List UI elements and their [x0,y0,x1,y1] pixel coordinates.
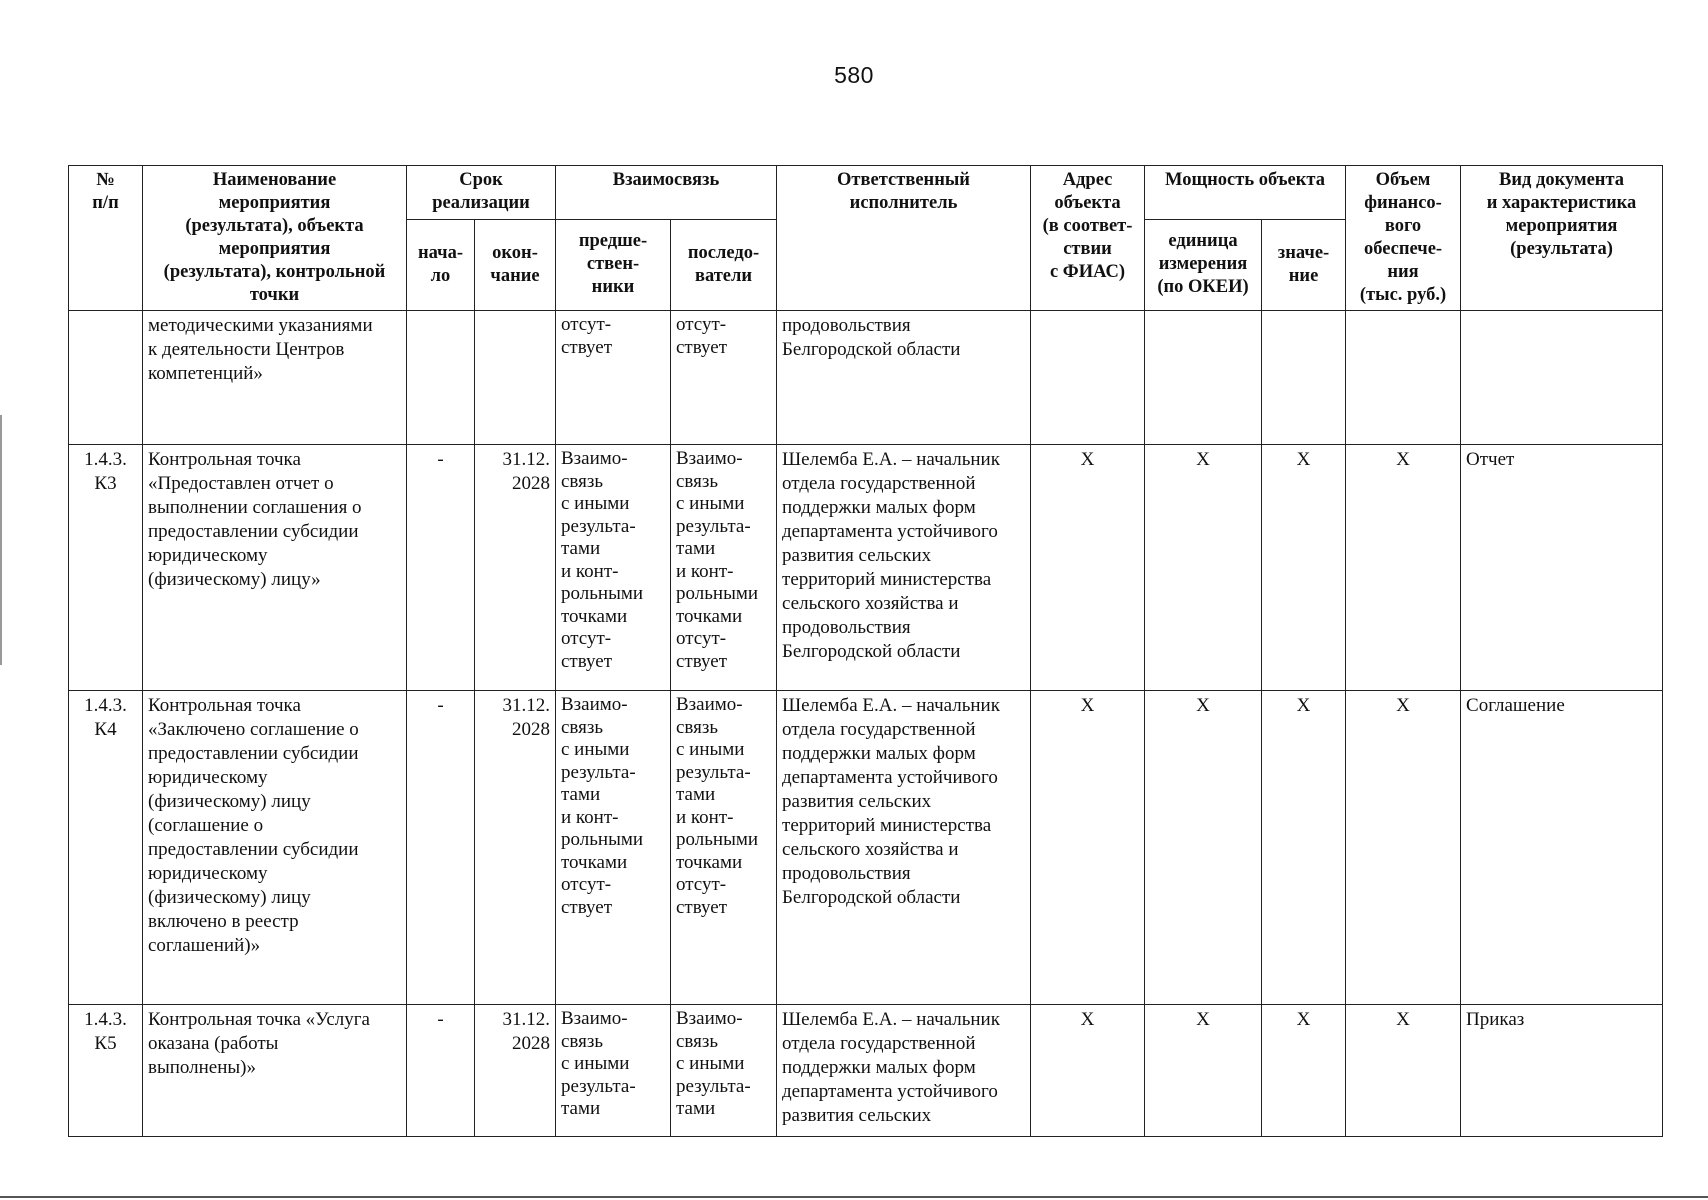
header-doc: Вид документа и характеристика мероприятия (результата) [1461,166,1663,311]
cell-prev: Взаимо- связь с иными результа- тами и конт- рольными точками отсут- ствует [556,445,671,691]
cell-address [1031,311,1145,445]
header-num: № п/п [69,166,143,311]
cell-unit [1145,311,1262,445]
cell-finance: Х [1346,445,1461,691]
cell-start: - [407,691,475,1005]
header-term: Срок реализации [407,166,556,220]
cell-start: - [407,1005,475,1137]
scan-edge-mark [0,415,2,665]
cell-name: Контрольная точка «Заключено соглашение о предоставлении субсидии юридическому (физическому) лицу (соглашение о предоставлении субсидии юридическому (физическому) лицу включено в реестр соглашений)» [143,691,407,1005]
cell-prev: Взаимо- связь с иными результа- тами [556,1005,671,1137]
cell-start [407,311,475,445]
header-capacity-value: значе- ние [1262,219,1346,310]
table-header [69,166,1663,311]
cell-unit: Х [1145,691,1262,1005]
header-name: Наименование мероприятия (результата), объекта мероприятия (результата), контрольной точки [143,166,407,311]
table-row [69,691,1663,1005]
cell-executor: продовольствия Белгородской области [777,311,1031,445]
cell-address: Х [1031,445,1145,691]
cell-next: отсут- ствует [671,311,777,445]
cell-value [1262,311,1346,445]
header-link-prev: предше- ствен- ники [556,219,671,310]
activities-table [68,165,1663,1137]
cell-finance: Х [1346,1005,1461,1137]
cell-executor: Шелемба Е.А. – начальник отдела государственной поддержки малых форм департамента устойчивого развития сельских территорий министерства сельского хозяйства и продовольствия Белгородской области [777,691,1031,1005]
cell-start: - [407,445,475,691]
cell-doc [1461,311,1663,445]
bottom-rule [0,1196,1708,1198]
cell-doc: Приказ [1461,1005,1663,1137]
cell-end: 31.12. 2028 [475,445,556,691]
header-term-start: нача- ло [407,219,475,310]
table-body [69,311,1663,1137]
cell-prev: отсут- ствует [556,311,671,445]
cell-num: 1.4.3. К4 [69,691,143,1005]
header-executor: Ответственный исполнитель [777,166,1031,311]
cell-next: Взаимо- связь с иными результа- тами [671,1005,777,1137]
cell-end: 31.12. 2028 [475,691,556,1005]
cell-end: 31.12. 2028 [475,1005,556,1137]
header-capacity-unit: единица измерения (по ОКЕИ) [1145,219,1262,310]
cell-unit: Х [1145,445,1262,691]
cell-num: 1.4.3. К3 [69,445,143,691]
cell-name: Контрольная точка «Предоставлен отчет о выполнении соглашения о предоставлении субсидии юридическому (физическому) лицу» [143,445,407,691]
cell-doc: Соглашение [1461,691,1663,1005]
cell-next: Взаимо- связь с иными результа- тами и конт- рольными точками отсут- ствует [671,691,777,1005]
cell-end [475,311,556,445]
cell-name: Контрольная точка «Услуга оказана (работы выполнены)» [143,1005,407,1137]
cell-next: Взаимо- связь с иными результа- тами и конт- рольными точками отсут- ствует [671,445,777,691]
page-number: 580 [834,62,874,88]
header-term-end: окон- чание [475,219,556,310]
cell-prev: Взаимо- связь с иными результа- тами и конт- рольными точками отсут- ствует [556,691,671,1005]
cell-value: Х [1262,691,1346,1005]
cell-address: Х [1031,691,1145,1005]
cell-finance [1346,311,1461,445]
cell-doc: Отчет [1461,445,1663,691]
cell-num: 1.4.3. К5 [69,1005,143,1137]
cell-executor: Шелемба Е.А. – начальник отдела государственной поддержки малых форм департамента устойчивого развития сельских территорий министерства сельского хозяйства и продовольствия Белгородской области [777,445,1031,691]
table-row [69,1005,1663,1137]
header-finance: Объем финансо- вого обеспече- ния (тыс. руб.) [1346,166,1461,311]
cell-executor: Шелемба Е.А. – начальник отдела государственной поддержки малых форм департамента устойчивого развития сельских [777,1005,1031,1137]
table-row [69,311,1663,445]
cell-address: Х [1031,1005,1145,1137]
cell-finance: Х [1346,691,1461,1005]
header-link: Взаимосвязь [556,166,777,220]
table-row [69,445,1663,691]
cell-unit: Х [1145,1005,1262,1137]
header-address: Адрес объекта (в соответ- ствии с ФИАС) [1031,166,1145,311]
cell-num [69,311,143,445]
cell-value: Х [1262,445,1346,691]
cell-value: Х [1262,1005,1346,1137]
header-capacity: Мощность объекта [1145,166,1346,220]
header-link-next: последо- ватели [671,219,777,310]
cell-name: методическими указаниями к деятельности Центров компетенций» [143,311,407,445]
